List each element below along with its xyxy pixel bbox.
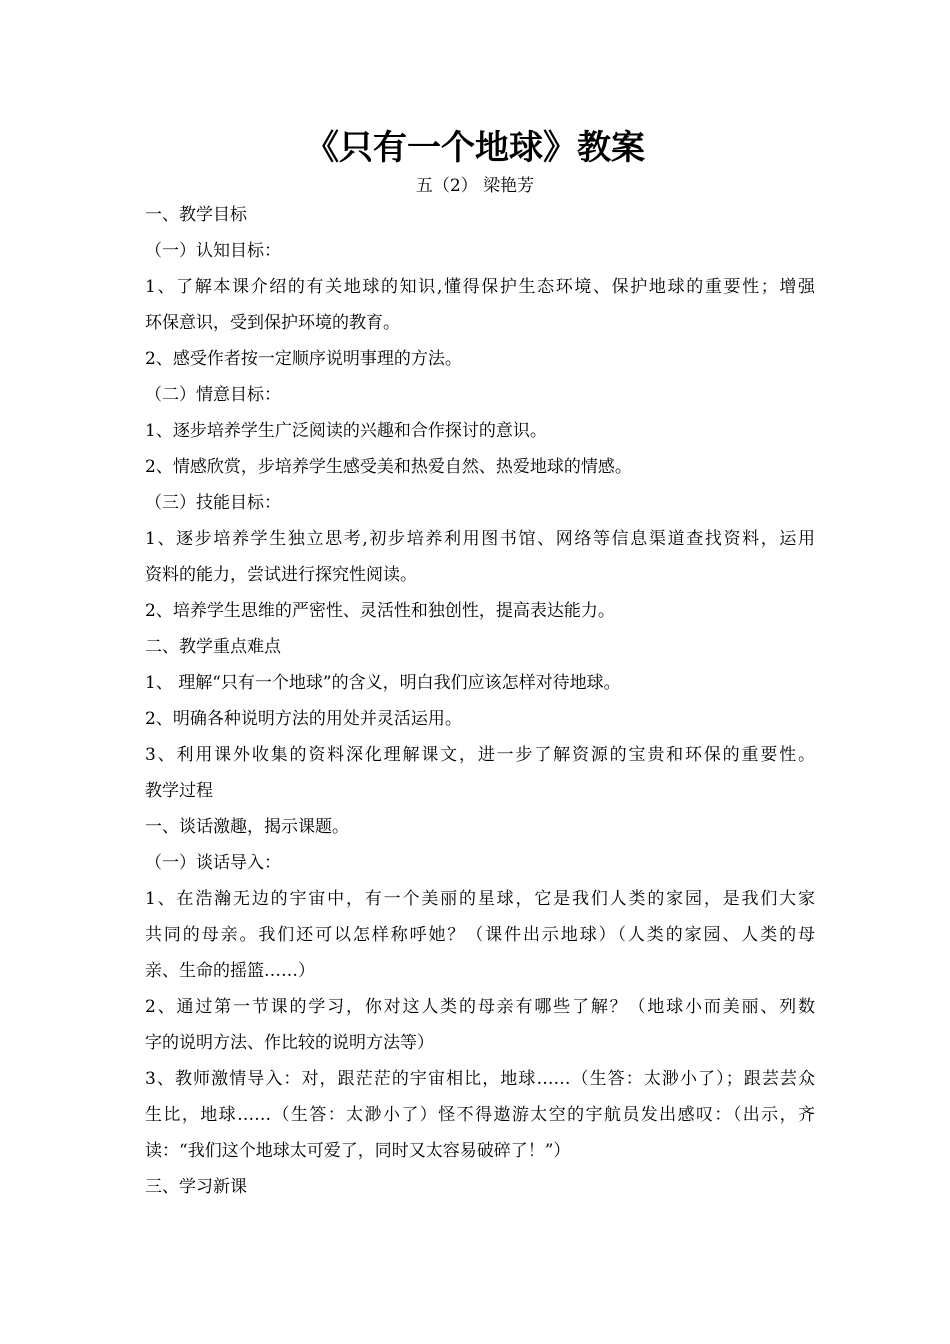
paragraph-line: 一、谈话激趣，揭示课题。 [145,817,349,837]
paragraph-line: （一）谈话导入： [145,853,281,873]
paragraph-line: （二）情意目标： [145,385,281,405]
paragraph-line: 字的说明方法、作比较的说明方法等） [145,1033,434,1053]
paragraph-line: 一、教学目标 [145,205,247,225]
paragraph-line: 2、感受作者按一定顺序说明事理的方法。 [145,349,462,369]
paragraph-line: 3、教师激情导入：对，跟茫茫的宇宙相比，地球……（生答：太渺小了）；跟芸芸众 [145,1069,815,1089]
paragraph-line: 2、情感欣赏，步培养学生感受美和热爱自然、热爱地球的情感。 [145,457,632,477]
paragraph-line: 二、教学重点难点 [145,637,281,657]
paragraph-line: 共同的母亲。我们还可以怎样称呼她？（课件出示地球）（人类的家园、人类的母 [145,925,815,945]
paragraph-line: 环保意识，受到保护环境的教育。 [145,313,400,333]
paragraph-line: 教学过程 [145,781,213,801]
paragraph-line: 3、利用课外收集的资料深化理解课文，进一步了解资源的宝贵和环保的重要性。 [145,745,815,765]
paragraph-line: 读：“我们这个地球太可爱了，同时又太容易破碎了！”） [145,1141,571,1161]
paragraph-line: 1、逐步培养学生独立思考,初步培养利用图书馆、网络等信息渠道查找资料，运用 [145,529,815,549]
paragraph-line: 1、 理解“只有一个地球”的含义，明白我们应该怎样对待地球。 [145,673,621,693]
paragraph-line: 1、在浩瀚无边的宇宙中，有一个美丽的星球，它是我们人类的家园，是我们大家 [145,889,815,909]
paragraph-line: 资料的能力，尝试进行探究性阅读。 [145,565,417,585]
paragraph-line: 2、通过第一节课的学习，你对这人类的母亲有哪些了解？（地球小而美丽、列数 [145,997,815,1017]
paragraph-line: 亲、生命的摇篮……） [145,961,315,981]
paragraph-line: 2、明确各种说明方法的用处并灵活运用。 [145,709,462,729]
paragraph-line: （一）认知目标： [145,241,281,261]
paragraph-line: 1、逐步培养学生广泛阅读的兴趣和合作探讨的意识。 [145,421,547,441]
paragraph-line: 生比，地球……（生答：太渺小了）怪不得遨游太空的宇航员发出感叹：（出示，齐 [145,1105,815,1125]
paragraph-line: 1、了解本课介绍的有关地球的知识,懂得保护生态环境、保护地球的重要性；增强 [145,277,815,297]
paragraph-line: 2、培养学生思维的严密性、灵活性和独创性，提高表达能力。 [145,601,615,621]
paragraph-line: （三）技能目标： [145,493,281,513]
document-title: 《只有一个地球》教案 [305,128,645,168]
document-subtitle: 五（2） 梁艳芳 [415,176,535,196]
paragraph-line: 三、学习新课 [145,1177,247,1197]
document-body [145,197,815,1205]
